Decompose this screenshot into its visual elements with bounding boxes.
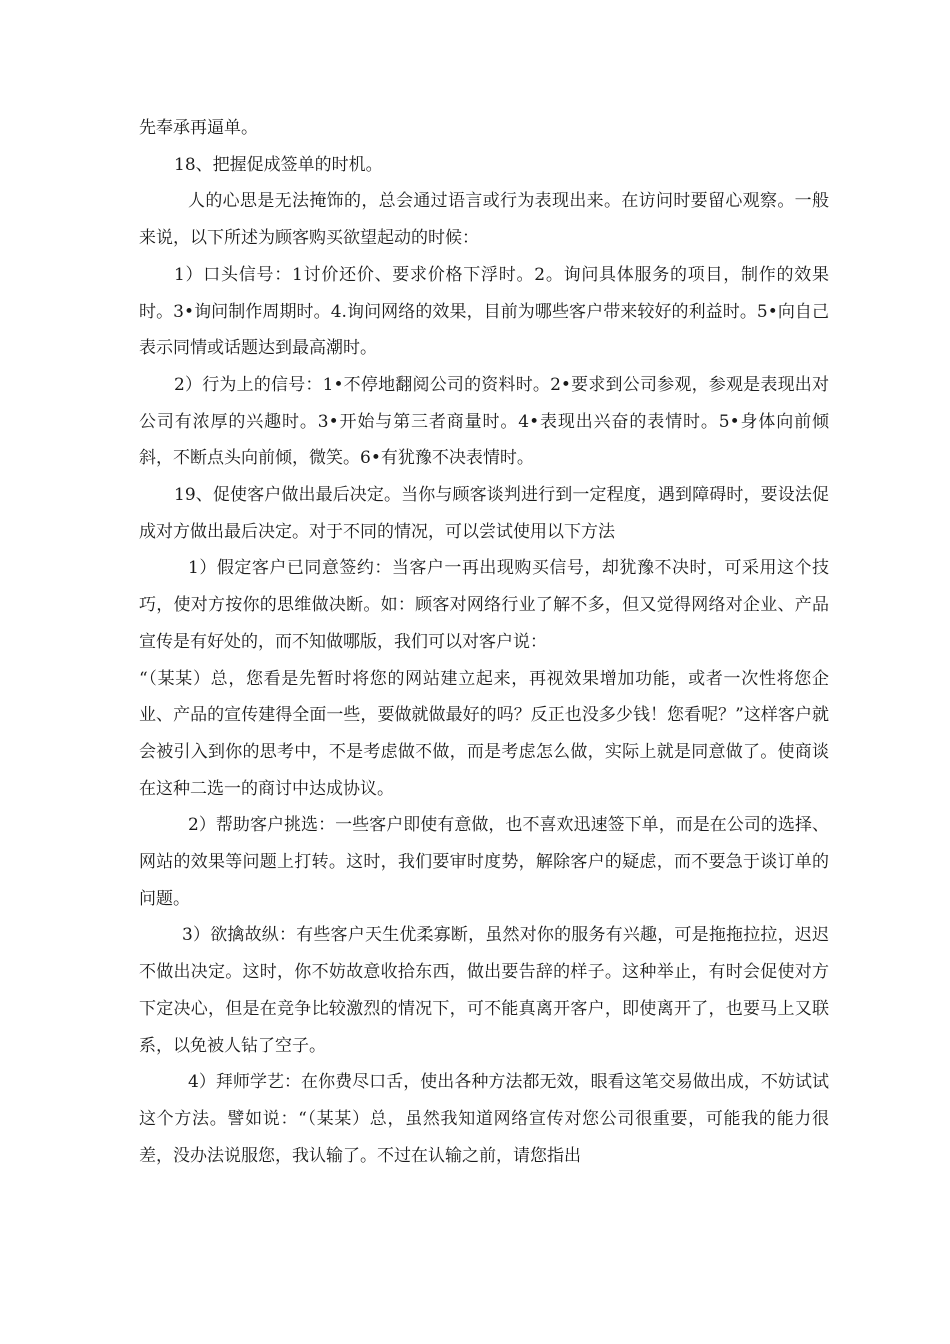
paragraph-verbal-signals: 1）口头信号：1讨价还价、要求价格下浮时。2。询问具体服务的项目，制作的效果时。3•询问制作周期时。4.询问网络的效果，目前为哪些客户带来较好的利益时。5•向自己表示同情或话题达到最高潮时。 xyxy=(139,264,829,359)
paragraph-learn-from-master: 4）拜师学艺：在你费尽口舌，使出各种方法都无效，眼看这笔交易做出成，不妨试试这个方法。譬如说：“（某某）总，虽然我知道网络宣传对您公司很重要，可能我的能力很差，没办法说服您，我认输了。不过在认输之前，请您指出 xyxy=(139,1072,829,1166)
paragraph-intro: 人的心思是无法掩饰的，总会通过语言或行为表现出来。在访问时要留心观察。一般来说，以下所述为顾客购买欲望起动的时候： xyxy=(139,191,829,249)
paragraph-heading-19: 19、促使客户做出最后决定。当你与顾客谈判进行到一定程度，遇到障碍时，要设法促成对方做出最后决定。对于不同的情况，可以尝试使用以下方法 xyxy=(139,485,829,542)
paragraph-quote: “（某某）总，您看是先暂时将您的网站建立起来，再视效果增加功能，或者一次性将您企业、产品的宣传建得全面一些，要做就做最好的吗？反正也没多少钱！您看呢？”这样客户就会被引入到你的思考中，不是考虑做不做，而是考虑怎么做，实际上就是同意做了。使商谈在这种二选一的商讨中达成协议。 xyxy=(139,668,829,799)
paragraph-assume-agreement: 1）假定客户已同意签约：当客户一再出现购买信号，却犹豫不决时，可采用这个技巧，使对方按你的思维做决断。如：顾客对网络行业了解不多，但又觉得网络对企业、产品宣传是有好处的，而不知做哪版，我们可以对客户说： xyxy=(139,558,829,652)
paragraph-play-hard-to-get: 3）欲擒故纵：有些客户天生优柔寡断，虽然对你的服务有兴趣，可是拖拖拉拉，迟迟不做出决定。这时，你不妨故意收拾东西，做出要告辞的样子。这种举止，有时会促使对方下定决心，但是在竞争比较激烈的情况下，可不能真离开客户，即使离开了，也要马上又联系，以免被人钻了空子。 xyxy=(139,925,829,1056)
document-body xyxy=(139,110,829,1174)
paragraph-behavior-signals: 2）行为上的信号：1•不停地翻阅公司的资料时。2•要求到公司参观，参观是表现出对公司有浓厚的兴趣时。3•开始与第三者商量时。4•表现出兴奋的表情时。5•身体向前倾斜，不断点头向前倾，微笑。6•有犹豫不决表情时。 xyxy=(139,374,829,469)
paragraph-continuation: 先奉承再逼单。 xyxy=(139,118,258,138)
paragraph-help-choose: 2）帮助客户挑选：一些客户即使有意做，也不喜欢迅速签下单，而是在公司的选择、网站的效果等问题上打转。这时，我们要审时度势，解除客户的疑虑，而不要急于谈订单的问题。 xyxy=(139,815,829,909)
paragraph-heading-18: 18、把握促成签单的时机。 xyxy=(174,154,383,175)
